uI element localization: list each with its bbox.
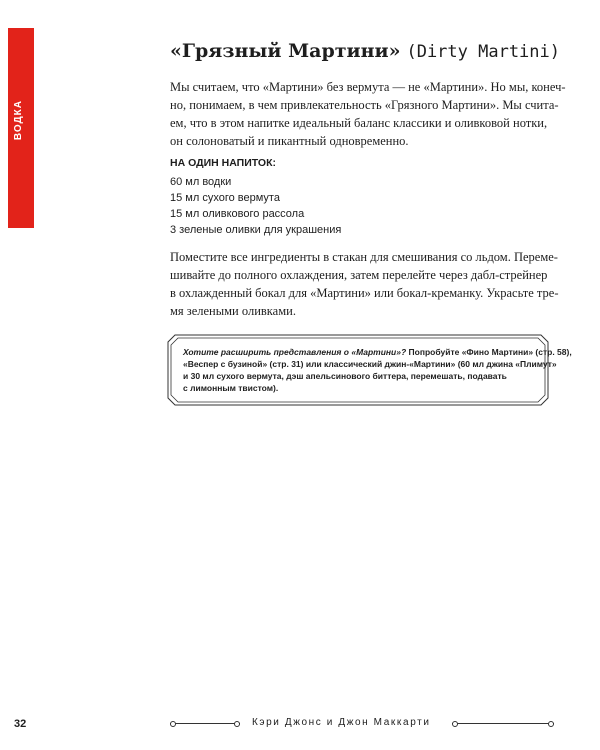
method-line: в охлажденный бокал для «Мартини» или бокал-креманку. Украсьте тре- (170, 286, 559, 300)
method-line: шивайте до полного охлаждения, затем перелейте через дабл-стрейнер (170, 268, 548, 282)
ingredients-list (170, 174, 341, 238)
intro-line: ем, что в этом напитке идеальный баланс классики и оливковой нотки, (170, 116, 548, 130)
tip-box (167, 334, 572, 406)
method-line: Поместите все ингредиенты в стакан для смешивания со льдом. Переме- (170, 250, 558, 264)
section-tab-label: ВОДКА (13, 100, 24, 141)
ingredient-item: 15 мл оливкового рассола (170, 208, 305, 220)
footer-rule-left (170, 721, 240, 726)
recipe-title-en: (Dirty Martini) (406, 42, 560, 62)
recipe-title-ru: «Грязный Мартини» (170, 40, 401, 62)
ingredient-item: 60 мл водки (170, 176, 232, 188)
method-line: мя зелеными оливками. (170, 304, 296, 318)
method-paragraph (170, 248, 559, 320)
tip-line: «Веспер с бузиной» (стр. 31) или классический джин-«Мартини» (60 мл джина «Плимут» (183, 359, 557, 369)
tip-line-1-rest: Попробуйте «Фино Мартини» (стр. 58), (406, 347, 572, 357)
intro-paragraph (170, 78, 566, 150)
page-number: 32 (14, 718, 27, 730)
recipe-title (170, 40, 560, 62)
intro-line: Мы считаем, что «Мартини» без вермута — не «Мартини». Но мы, конеч- (170, 80, 566, 94)
tip-text (183, 346, 572, 394)
footer-authors: Кэри Джонс и Джон Маккарти (252, 717, 431, 728)
ingredients-header: НА ОДИН НАПИТОК: (170, 157, 276, 169)
tip-lead: Хотите расширить представления о «Мартини»? (183, 347, 407, 357)
ingredient-item: 15 мл сухого вермута (170, 192, 280, 204)
intro-line: он солоноватый и пикантный одновременно. (170, 134, 409, 148)
tip-line: с лимонным твистом). (183, 383, 279, 393)
tip-line: и 30 мл сухого вермута, дэш апельсинового биттера, перемешать, подавать (183, 371, 507, 381)
intro-line: но, понимаем, в чем привлекательность «Грязного Мартини». Мы счита- (170, 98, 559, 112)
footer-rule-right (452, 721, 554, 726)
ingredient-item: 3 зеленые оливки для украшения (170, 224, 342, 236)
